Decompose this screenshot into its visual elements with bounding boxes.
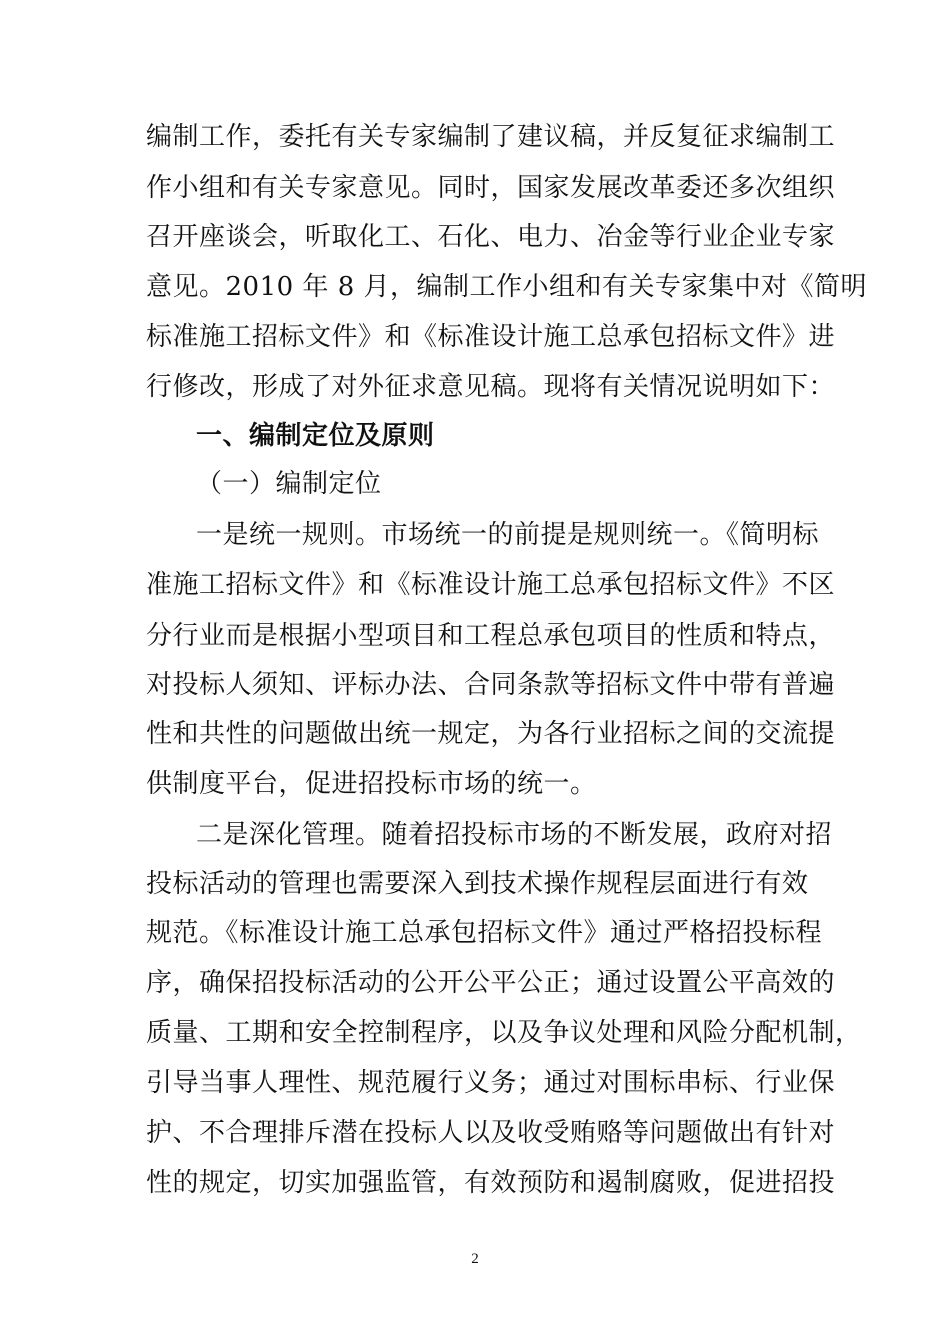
- paragraph-line: 二是深化管理。随着招投标市场的不断发展，政府对招: [196, 820, 833, 850]
- paragraph-line: 序，确保招投标活动的公开公平公正；通过设置公平高效的: [146, 968, 836, 998]
- paragraph-line: 意见。2010 年 8 月，编制工作小组和有关专家集中对《简明: [146, 272, 868, 302]
- paragraph-line: 质量、工期和安全控制程序，以及争议处理和风险分配机制，: [146, 1018, 862, 1048]
- paragraph-line: 供制度平台，促进招投标市场的统一。: [146, 769, 597, 799]
- subsection-heading: （一）编制定位: [196, 469, 382, 499]
- paragraph-line: 性的规定，切实加强监管，有效预防和遏制腐败，促进招投: [146, 1168, 836, 1198]
- paragraph-line: 投标活动的管理也需要深入到技术操作规程层面进行有效: [146, 869, 809, 899]
- paragraph-line: 引导当事人理性、规范履行义务；通过对围标串标、行业保: [146, 1068, 836, 1098]
- paragraph-line: 编制工作，委托有关专家编制了建议稿，并反复征求编制工: [146, 122, 836, 152]
- paragraph-line: 护、不合理排斥潜在投标人以及收受贿赂等问题做出有针对: [146, 1118, 836, 1148]
- paragraph-line: 性和共性的问题做出统一规定，为各行业招标之间的交流提: [146, 719, 836, 749]
- section-heading: 一、编制定位及原则: [196, 421, 435, 451]
- page-number: 2: [471, 1251, 479, 1267]
- paragraph-line: 作小组和有关专家意见。同时，国家发展改革委还多次组织: [146, 173, 836, 203]
- paragraph-line: 标准施工招标文件》和《标准设计施工总承包招标文件》进: [146, 322, 836, 352]
- paragraph-line: 召开座谈会，听取化工、石化、电力、冶金等行业企业专家: [146, 222, 836, 252]
- paragraph-line: 行修改，形成了对外征求意见稿。现将有关情况说明如下：: [146, 372, 836, 402]
- paragraph-line: 分行业而是根据小型项目和工程总承包项目的性质和特点，: [146, 621, 836, 651]
- paragraph-line: 一是统一规则。市场统一的前提是规则统一。《简明标: [196, 520, 820, 550]
- paragraph-line: 对投标人须知、评标办法、合同条款等招标文件中带有普遍: [146, 670, 836, 700]
- paragraph-line: 准施工招标文件》和《标准设计施工总承包招标文件》不区: [146, 570, 836, 600]
- paragraph-line: 规范。《标准设计施工总承包招标文件》通过严格招投标程: [146, 918, 823, 948]
